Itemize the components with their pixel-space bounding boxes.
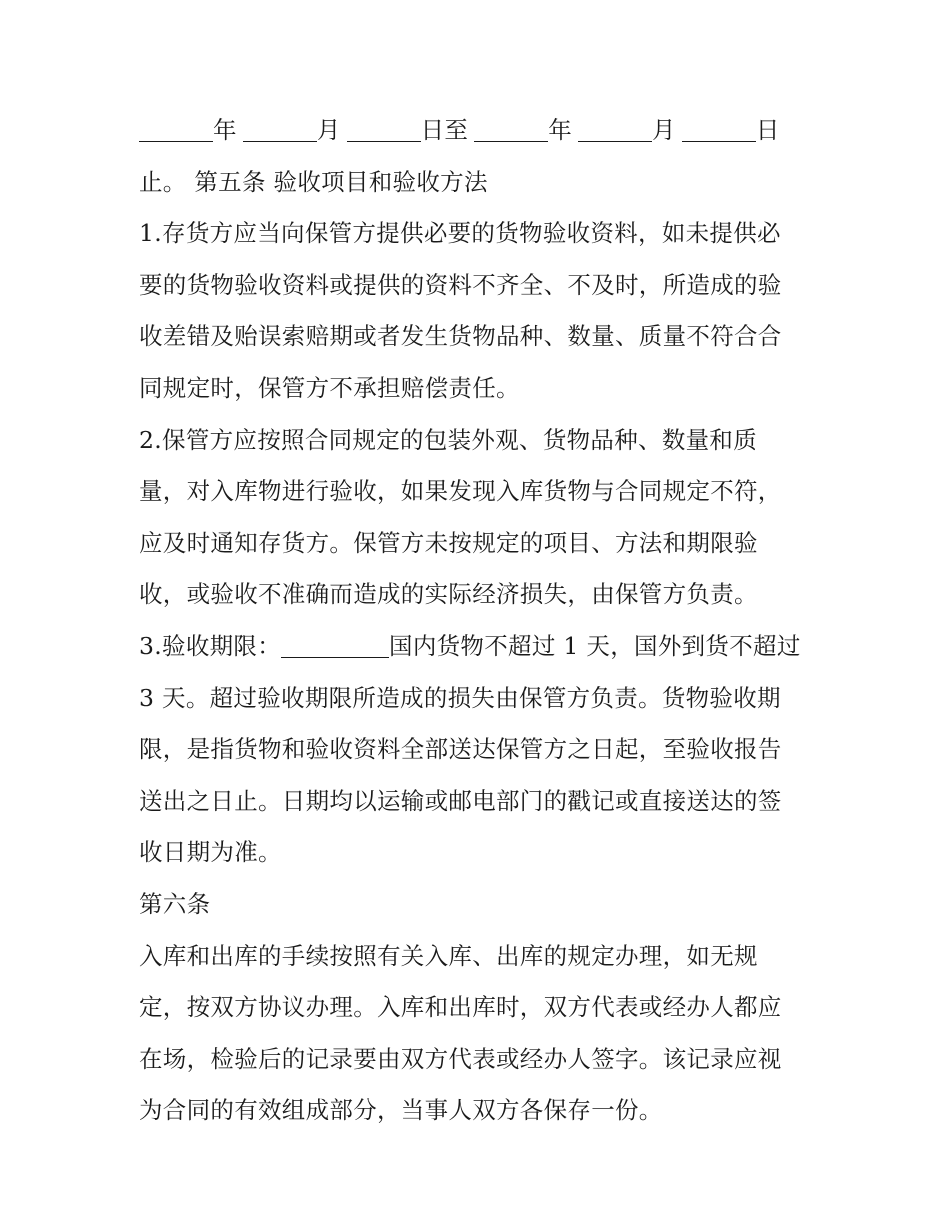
inspection-period-label: 3.验收期限： [139,631,282,660]
date-range-line [139,105,819,157]
paragraph-line: 收差错及贻误索赔期或者发生货物品种、数量、质量不符合合 [139,322,782,351]
blank-day-start[interactable] [347,111,421,142]
label-year-end: 年 [548,116,573,144]
label-day-to: 日至 [420,116,469,144]
paragraph-line: 同规定时，保管方不承担赔偿责任。 [139,373,520,402]
article-6-heading: 第六条 [139,889,211,918]
paragraph-line: 应及时通知存货方。保管方未按规定的项目、方法和期限验 [139,528,758,557]
label-month-start: 月 [316,116,341,144]
paragraph-line: 入库和出库的手续按照有关入库、出库的规定办理，如无规 [139,941,758,970]
paragraph-line: 限，是指货物和验收资料全部送达保管方之日起，至验收报告 [139,735,782,764]
document-body [139,105,819,1137]
blank-month-start[interactable] [243,111,317,142]
paragraph-line: 1.存货方应当向保管方提供必要的货物验收资料，如未提供必 [139,219,781,248]
paragraph-line: 在场，检验后的记录要由双方代表或经办人签字。该记录应视 [139,1044,782,1073]
label-day-end: 日 [755,116,780,144]
paragraph-line: 定，按双方协议办理。入库和出库时，双方代表或经办人都应 [139,993,782,1022]
paragraph-line: 要的货物验收资料或提供的资料不齐全、不及时，所造成的验 [139,270,782,299]
blank-year-end[interactable] [474,111,548,142]
paragraph-line: 送出之日止。日期均以运输或邮电部门的戳记或直接送达的签 [139,786,782,815]
blank-inspection-period[interactable] [281,627,389,658]
blank-year-start[interactable] [139,111,213,142]
blank-day-end[interactable] [682,111,756,142]
article-5-heading-line: 止。 第五条 验收项目和验收方法 [139,167,488,196]
paragraph-line: 量，对入库物进行验收，如果发现入库货物与合同规定不符， [139,477,782,506]
blank-month-end[interactable] [578,111,652,142]
paragraph-line: 收日期为准。 [139,838,282,867]
paragraph-line: 2.保管方应按照合同规定的包装外观、货物品种、数量和质 [139,425,758,454]
paragraph-line: 收，或验收不准确而造成的实际经济损失，由保管方负责。 [139,580,758,609]
paragraph-line: 3 天。超过验收期限所造成的损失由保管方负责。货物验收期 [139,683,781,712]
label-year-start: 年 [213,116,237,144]
inspection-period-line [139,621,819,673]
label-month-end: 月 [652,116,676,144]
inspection-period-text: 国内货物不超过 1 天，国外到货不超过 [389,631,801,660]
paragraph-line: 为合同的有效组成部分，当事人双方各保存一份。 [139,1096,663,1125]
